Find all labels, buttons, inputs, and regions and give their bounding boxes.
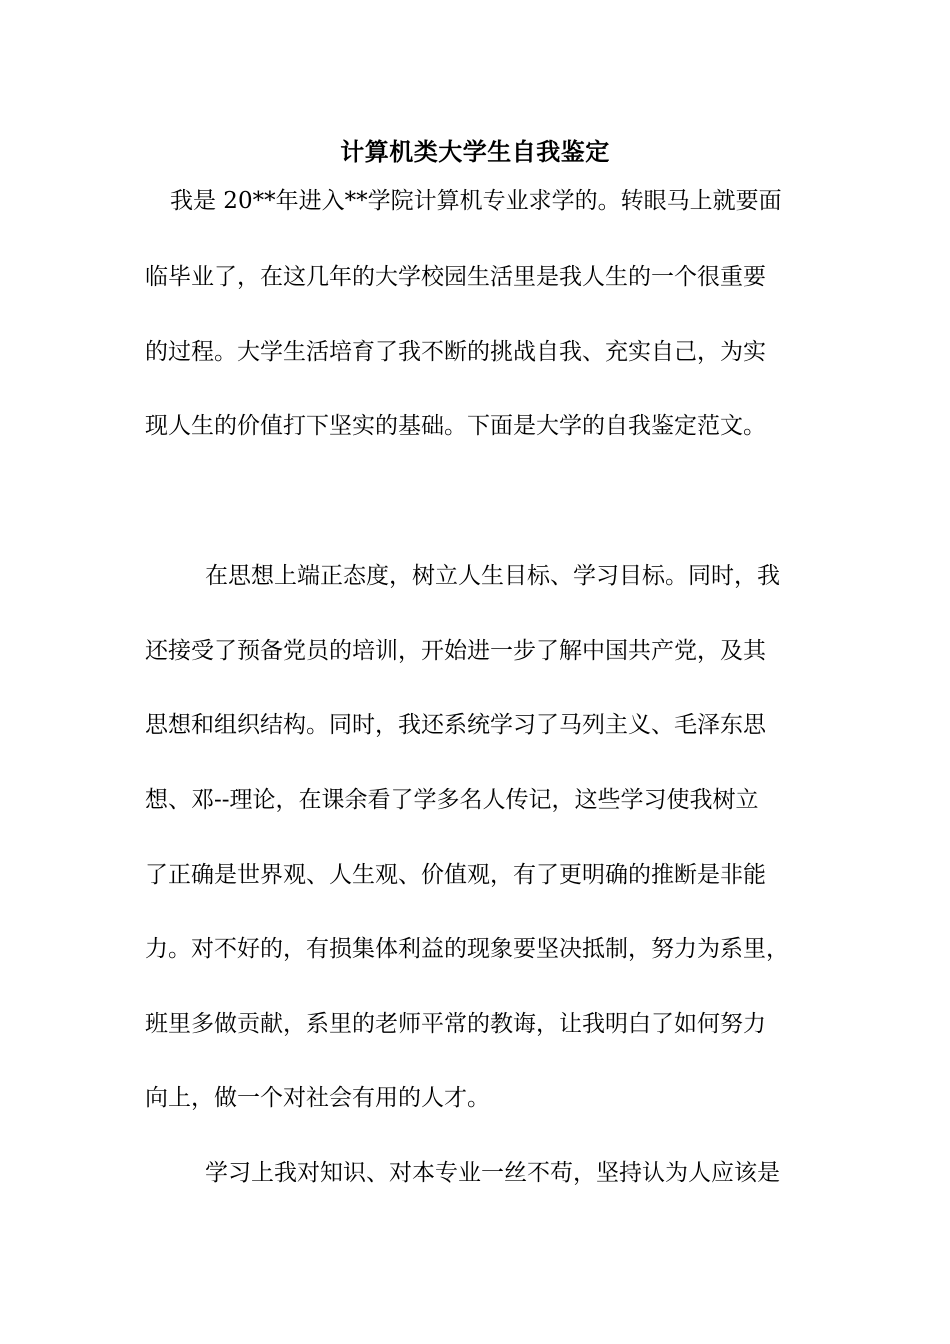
paragraph-1-line-4: 现人生的价值打下坚实的基础。下面是大学的自我鉴定范文。	[145, 413, 766, 439]
paragraph-2-line-8: 向上，做一个对社会有用的人才。	[145, 1085, 490, 1111]
paragraph-2-line-4: 想、邓--理论，在课余看了学多名人传记，这些学习使我树立	[145, 787, 759, 813]
paragraph-2-line-6: 力。对不好的，有损集体利益的现象要坚决抵制，努力为系里，	[145, 936, 789, 962]
paragraph-2-line-1: 在思想上端正态度，树立人生目标、学习目标。同时，我	[205, 563, 780, 589]
paragraph-2-line-5: 了正确是世界观、人生观、价值观，有了更明确的推断是非能	[145, 862, 766, 888]
paragraph-3-line-1: 学习上我对知识、对本专业一丝不苟，坚持认为人应该是	[205, 1160, 780, 1186]
paragraph-1-line-1: 我是 20**年进入**学院计算机专业求学的。转眼马上就要面	[170, 188, 782, 214]
document-title: 计算机类大学生自我鉴定	[340, 137, 610, 166]
paragraph-2-line-3: 思想和组织结构。同时，我还系统学习了马列主义、毛泽东思	[145, 712, 766, 738]
paragraph-1-line-3: 的过程。大学生活培育了我不断的挑战自我、充实自己，为实	[145, 339, 766, 365]
paragraph-2-line-7: 班里多做贡献，系里的老师平常的教诲，让我明白了如何努力	[145, 1011, 766, 1037]
paragraph-1-line-2: 临毕业了，在这几年的大学校园生活里是我人生的一个很重要	[145, 264, 766, 290]
paragraph-2-line-2: 还接受了预备党员的培训，开始进一步了解中国共产党，及其	[145, 638, 766, 664]
